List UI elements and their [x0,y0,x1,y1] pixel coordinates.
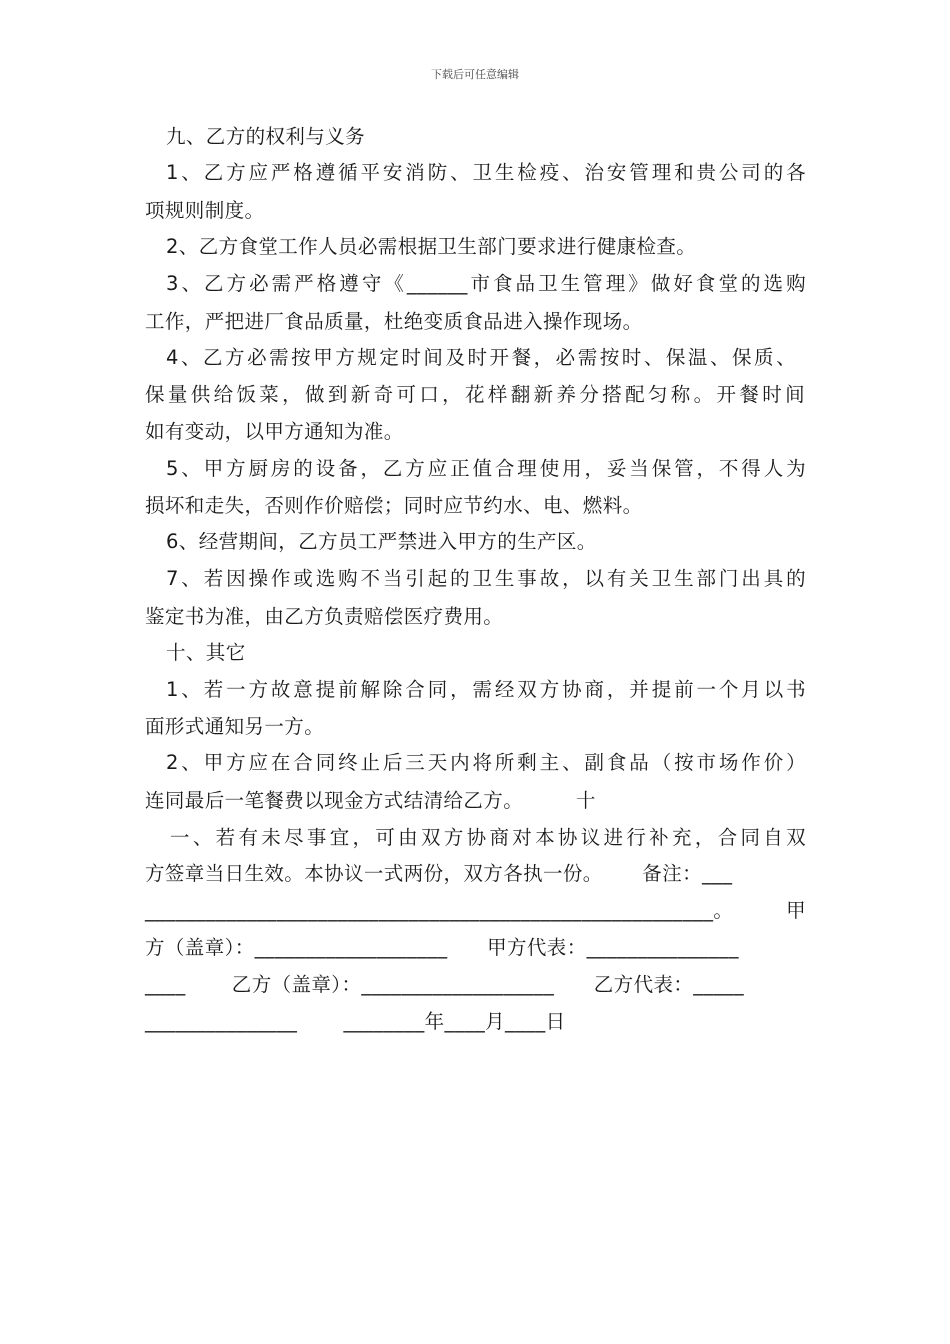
page-header: 下载后可任意编辑 [431,68,519,81]
clause-text: 保量供给饭菜，做到新奇可口，花样翻新养分搭配匀称。开餐时间 [145,383,805,406]
section-heading-nine: 九、乙方的权利与义务 [166,125,366,148]
clause-text: 鉴定书为准，由乙方负责赔偿医疗费用。 [145,605,504,628]
section-heading-ten: 十、其它 [166,641,246,664]
clause-text: 方签章当日生效。本协议一式两份，双方各执一份。 备注：___ [145,862,733,885]
signature-line: ____ 乙方（盖章）：___________________ 乙方代表：_____ [145,973,745,996]
clause-text: 一、若有未尽事宜，可由双方协商对本协议进行补充，合同自双 [170,826,806,849]
clause-text: 工作，严把进厂食品质量，杜绝变质食品进入操作现场。 [145,310,643,333]
date-line: _______________ ________年____月____日 [145,1010,566,1033]
clause-text: 损坏和走失，否则作价赔偿；同时应节约水、电、燃料。 [145,494,643,517]
clause-text: 7、若因操作或选购不当引起的卫生事故，以有关卫生部门出具的 [166,567,806,590]
signature-line: 方（盖章）：___________________ 甲方代表：_______________ [145,936,739,959]
clause-text: 1、乙方应严格遵循平安消防、卫生检疫、治安管理和贵公司的各 [166,161,806,184]
clause-text: 如有变动，以甲方通知为准。 [145,420,404,443]
clause-text: 6、经营期间，乙方员工严禁进入甲方的生产区。 [166,530,597,553]
clause-text: 3、乙方必需严格遵守《______市食品卫生管理》做好食堂的选购 [166,272,806,295]
clause-text: 4、乙方必需按甲方规定时间及时开餐，必需按时、保温、保质、 [166,346,796,369]
clause-text: 2、甲方应在合同终止后三天内将所剩主、副食品（按市场作价） [166,751,806,774]
clause-text: 连同最后一笔餐费以现金方式结清给乙方。 十 [145,789,596,812]
clause-text: 项规则制度。 [145,199,265,222]
clause-text: 面形式通知另一方。 [145,715,325,738]
remarks-line: ________________________________________________________。 甲 [145,899,806,922]
clause-text: 1、若一方故意提前解除合同，需经双方协商，并提前一个月以书 [166,678,806,701]
clause-text: 5、甲方厨房的设备，乙方应正值合理使用，妥当保管，不得人为 [166,457,806,480]
clause-text: 2、乙方食堂工作人员必需根据卫生部门要求进行健康检查。 [166,235,697,258]
